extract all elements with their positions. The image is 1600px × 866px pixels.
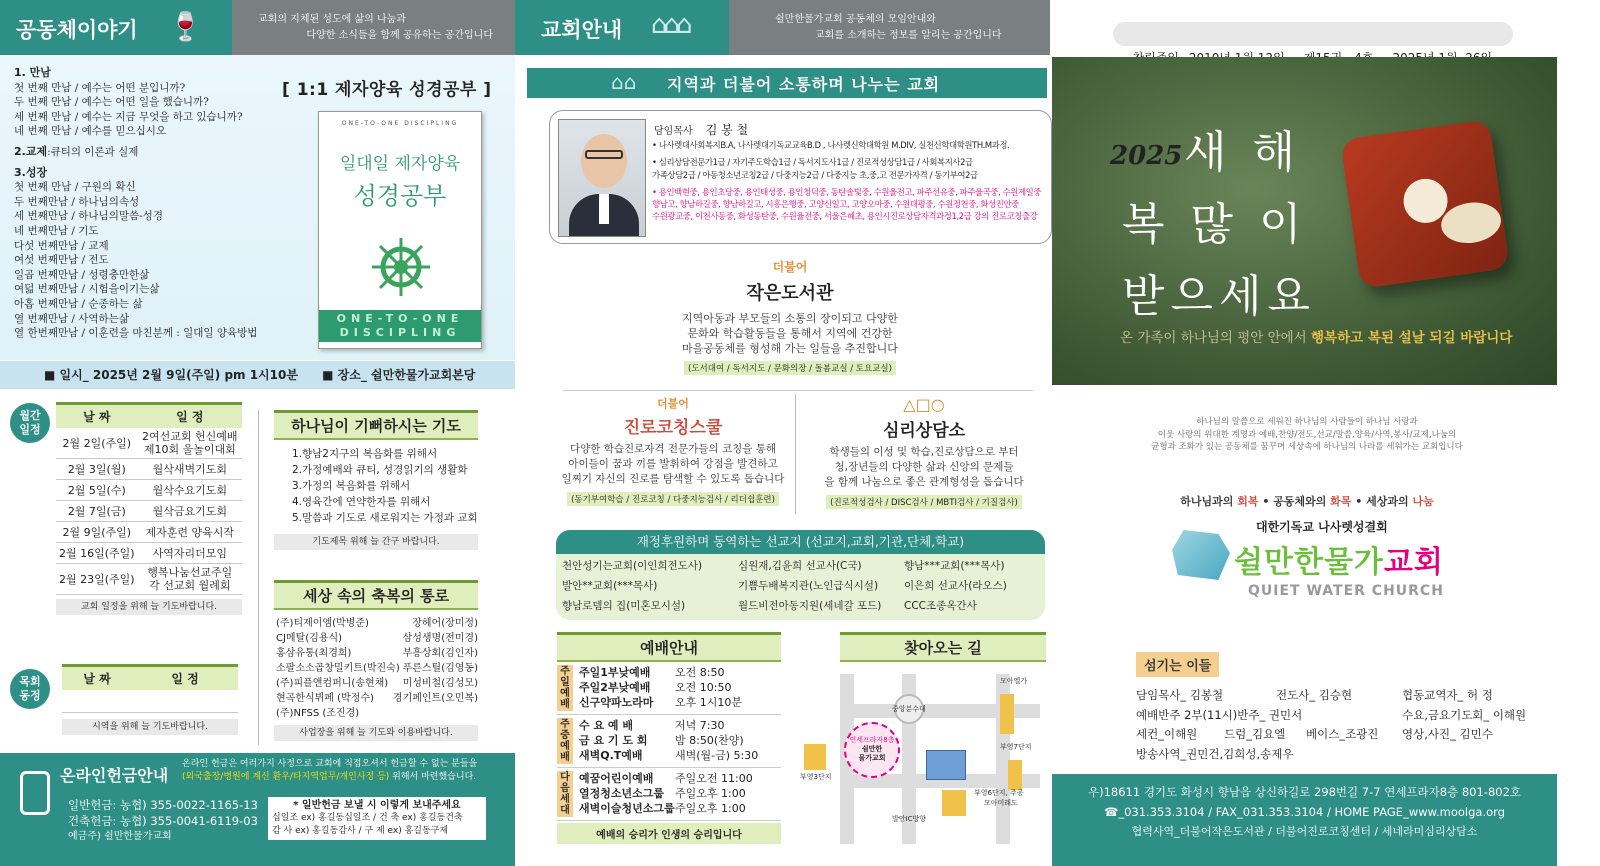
- counseling-section: [800, 395, 1048, 509]
- s3-line: 여덟 번째만남 / 시험을이기는삶: [14, 283, 160, 296]
- library-desc: 마을공동체를 형성해 가는 일들을 추진합니다: [682, 342, 898, 355]
- business-item: 장헤어(장미정): [412, 618, 478, 629]
- business-row: [276, 706, 478, 721]
- worship-row: [579, 801, 781, 816]
- worship-group-tag: 주일예배: [557, 665, 573, 711]
- book-title-2: 성경공부: [353, 182, 447, 210]
- business-item: 경기페인트(오민복): [392, 693, 478, 704]
- s3-line: 아홉 번째만남 / 순종하는 삶: [14, 297, 143, 310]
- p1-desc-line-1: 교회의 지체된 성도에 삶의 나눔과: [258, 14, 406, 25]
- schedule-row: [56, 480, 242, 501]
- worship-group: [557, 715, 781, 768]
- business-item: 부흥상회(김인자): [402, 648, 478, 659]
- study-info-bar: [0, 361, 515, 389]
- business-row: [276, 691, 478, 706]
- how-to-send: [268, 797, 486, 840]
- cover: [1052, 57, 1557, 385]
- coaching-desc: 아이들이 꿈과 끼를 발휘하여 강점을 발견하고: [568, 458, 778, 470]
- how-line-1: 십일조 ex) 홍길동십일조 / 건 축 ex) 홍길동건축: [272, 813, 463, 823]
- book-top-text: ONE-TO-ONE DISCIPLING: [341, 120, 459, 127]
- map-label-balan: 발안IC방향: [892, 815, 927, 823]
- study-date: ■ 일시_ 2025년 2월 9일(주일) pm 1시10분: [44, 368, 298, 382]
- worship-name: 금 요 기 도 회: [579, 734, 648, 747]
- staff-item: 영상,사진_ 김민수: [1402, 727, 1493, 741]
- mission-item: 월드비전아동지원(세네갈 포드): [738, 600, 882, 612]
- slogan-part: • 공동체와의: [1258, 495, 1331, 508]
- business-item: (주)NFSS (조진경): [276, 708, 360, 719]
- worship-name: 주일1부낮예배: [579, 666, 651, 679]
- monthly-tag-label: 월간일정: [19, 409, 41, 436]
- pastor-photo: [558, 119, 646, 237]
- p2-header-desc: [729, 0, 1050, 55]
- pastor-lecture: • 용인백현중, 용인초당중, 용인태성중, 용인청덕중, 동탄솔빛중, 수원율전고, 파주선유중, 파주율곡중, 수원제일중: [652, 186, 1042, 197]
- h-divider: [563, 390, 1033, 391]
- staff-title: 섬기는 이들: [1136, 652, 1219, 677]
- ship-wheel-icon: [366, 232, 436, 302]
- prayer-title: 하나님이 기뻐하시는 기도: [274, 410, 478, 440]
- s1-line: 세 번째 만남 / 예수는 지금 무엇을 하고 있습니까?: [14, 110, 243, 123]
- schedule-row: [56, 522, 242, 543]
- staff-list: [1136, 686, 1556, 764]
- col-date: 날 짜: [62, 666, 132, 691]
- coaching-desc: 다양한 학습진로자격 전문가들의 코칭을 통해: [569, 443, 777, 455]
- worship-footer: 예배의 승리가 인생의 승리입니다: [557, 823, 781, 844]
- worship-time: 밤 8:50(찬양): [675, 734, 744, 747]
- pastor-lecture: 향남고, 향남하길중, 향남하길고, 시흥은행중, 고양신일고, 고양오마중, 수원대평중, 수원정천중, 화성진안중: [652, 199, 1019, 210]
- counseling-desc: 학생들의 이성 및 학습,진로상담으로 부터: [829, 446, 1019, 458]
- schedule-event: 월삭금요기도회: [138, 501, 242, 522]
- map-label-church-1: 연세프라자8층: [849, 736, 895, 744]
- schedule-event: 월삭수요기도회: [138, 480, 242, 501]
- account-building: 건축헌금: 농협) 355-0041-6119-03: [68, 813, 258, 828]
- worship-row: [579, 733, 781, 748]
- how-title: * 일반헌금 보낼 시 이렇게 보내주세요: [293, 800, 461, 811]
- coaching-desc: 일찌기 자신의 진로를 탐색할 수 있도록 돕습니다: [561, 473, 785, 485]
- vision-line: 균형과 조화가 있는 공동체를 꿈꾸며 세상속에 하나님의 나라를 세워가는 교회입니다: [1151, 442, 1463, 452]
- counseling-tags: (진로적성검사 / DISC검사 / MBTI검사 / 기질검사): [826, 495, 1022, 509]
- prayer-note: 기도제목 위해 늘 간구 바랍니다.: [274, 534, 478, 550]
- library-tags: (도서대여 / 독서지도 / 문화의장 / 돌봄교실 / 토요교실): [684, 361, 896, 375]
- worship-group-tag: 주중예배: [557, 718, 573, 764]
- worship-name: 예꿈어린이예배: [579, 772, 654, 785]
- staff-item: 드럼_김요엘: [1224, 727, 1286, 741]
- pastoral-table: [62, 664, 238, 735]
- business-row: [276, 661, 478, 676]
- vision-line: 이웃 사랑의 위대한 계명과 예배,찬양/전도,선교/말씀,양육/사역,봉사/교제,나눔의: [1157, 429, 1457, 440]
- s3-line: 첫 번째 만남 / 구원의 확신: [14, 181, 136, 194]
- vision-text: [1100, 416, 1514, 454]
- s2-line: :큐티의 이론과 실제: [47, 145, 139, 158]
- prayer-item: 2.가정예배와 큐티, 성경읽기의 생활화: [292, 464, 468, 476]
- business-item: (주)티제이엠(박병준): [276, 618, 369, 629]
- church-marker: [844, 722, 900, 778]
- p1-header-desc: [232, 0, 515, 55]
- mission-item: 심원재,김윤희 선교사(C국): [738, 560, 862, 572]
- prayer-item: 1.향남2지구의 복음화를 위해서: [292, 448, 438, 460]
- address-bar: [1052, 774, 1557, 866]
- pastoral-tag-label: 목회동정: [19, 675, 41, 702]
- schedule-date: 2월 3일(월): [56, 459, 138, 480]
- staff-item: 베이스_조광진: [1306, 727, 1379, 741]
- business-item: (주)피플앤컴퍼니(송현채): [276, 678, 389, 689]
- schedule-note: 교회 일정을 위해 늘 기도바랍니다.: [56, 599, 242, 615]
- cover-line-2: 복 많 이: [1122, 199, 1308, 250]
- staff-item: 세컨_이해원: [1136, 727, 1198, 741]
- s3-line: 두 번째만남 / 하나님의속성: [14, 195, 140, 208]
- map-label-buyoung3: 부영3단지: [800, 773, 832, 781]
- worship-group: [557, 768, 781, 821]
- schedule-event: 행복나눔선교주일 각 선교회 월례회: [138, 564, 242, 595]
- schedule-date: 2월 9일(주일): [56, 522, 138, 543]
- study-place: ■ 장소_ 쉴만한물가교회본당: [322, 368, 476, 382]
- map-label-moya: 모아엘가: [1000, 677, 1028, 685]
- map-label-center: 중앙분수대: [892, 705, 926, 713]
- mission-box: [556, 530, 1045, 620]
- hand-touch-icon: [20, 771, 50, 815]
- coaching-section: [556, 395, 790, 506]
- business-row: [276, 616, 478, 631]
- cover-sub-b: 행복하고 복된 설날 되길 바랍니다: [1311, 330, 1513, 346]
- worship-name: 신구약파노라마: [579, 696, 654, 709]
- schedule-date: 2월 2일(주일): [56, 428, 138, 459]
- building-icon: [1008, 760, 1022, 790]
- counseling-desc: 청,장년들의 다양한 삶과 신앙의 문제들: [834, 461, 1014, 473]
- worship-name: 새벽Q.T예배: [579, 749, 643, 762]
- pastor-cert: 가족상담2급 / 아동청소년코칭2급 / 다중지능2급 / 다중지능 초,중,고 전문가자격 / 동기부여2급: [652, 169, 978, 180]
- p2-banner: [527, 68, 1047, 98]
- mission-item: 기쁨두배복지관(노인급식시설): [738, 580, 879, 592]
- online-desc-3: 위해서 마련했습니다.: [392, 772, 477, 782]
- mission-item: 이은희 선교사(라오스): [904, 580, 1007, 592]
- counseling-title: 심리상담소: [882, 421, 966, 441]
- staff-item: 예배반주 2부(11시)반주_ 권민서: [1136, 707, 1303, 722]
- church-name-b: 교회: [1383, 545, 1444, 580]
- business-item: 현곡한식뷔페 (박정수): [276, 693, 374, 704]
- schedule-event: 사역자리더모임: [138, 543, 242, 564]
- worship-name: 주일2부낮예배: [579, 681, 651, 694]
- counseling-shapes-icon: △□○: [903, 395, 945, 414]
- account-holder: 예금주) 쉴만한물가교회: [68, 831, 172, 842]
- map-label-church-3: 물가교회: [858, 754, 886, 762]
- pastor-lecture: 수원광교중, 이천사동중, 화성동탄중, 수원율전중, 서울은혜초, 용인시진로상담자격과정1,2급 강의 진로코칭출강: [652, 211, 1038, 222]
- gift-bundle-icon: [1340, 119, 1509, 288]
- prayer-item: 3.가정의 복음화를 위해서: [292, 480, 411, 492]
- s1-line: 네 번째 만남 / 예수를 믿으십시오: [14, 125, 167, 138]
- online-desc-2: (외국출장/병원에 계신 환우/타지역업무/개인사정 등): [182, 772, 390, 782]
- library-desc: 지역아동과 부모들의 소통의 장이되고 다양한: [682, 312, 898, 325]
- worship-time: 오전 10:50: [675, 681, 732, 694]
- pastor-cert: • 심리상담전문가1급 / 자기주도학습1급 / 독서지도사1급 / 진로적성상담1급 / 사회복지사2급: [652, 157, 973, 168]
- cover-line-1: 새 해: [1184, 127, 1301, 178]
- worship-group: [557, 662, 781, 715]
- p1-desc-line-2: 다양한 소식들을 함께 공유하는 공간입니다: [306, 30, 493, 41]
- divider: [258, 410, 259, 745]
- slogan-part: 나눔: [1412, 495, 1434, 508]
- church-logo-icon: [1172, 530, 1230, 580]
- worship-time: 새벽(월-금) 5:30: [675, 749, 759, 762]
- worship-name: 수 요 예 배: [579, 719, 633, 732]
- schedule-event: 2여선교회 헌신예배 제10회 울놀이대회: [138, 428, 242, 459]
- cover-line-3: 받으세요: [1122, 271, 1317, 322]
- s3-line: 네 번째만남 / 기도: [14, 224, 99, 237]
- building-icon: [804, 744, 826, 770]
- account-general: 일반헌금: 농협) 355-0022-1165-13: [68, 798, 258, 812]
- s3-line: 여섯 번째만남 / 전도: [14, 254, 109, 267]
- p2-header-title: 교회안내: [541, 18, 623, 42]
- building-icon: [1000, 694, 1014, 734]
- worship-time: 오후 1시10분: [675, 696, 742, 709]
- schedule-table: [56, 402, 242, 615]
- v-divider: [795, 394, 796, 514]
- study-outline: [14, 66, 284, 341]
- staff-item: 협동교역자_ 허 정: [1402, 688, 1493, 702]
- chalice-icon: 🍷: [168, 10, 203, 43]
- schedule-row: [56, 428, 242, 459]
- map-title: 찾아오는 길: [840, 632, 1046, 662]
- map-label-church-2: 쉴만한: [861, 745, 883, 753]
- slogan-part: • 세상과의: [1351, 495, 1413, 508]
- slogan-part: 화목: [1330, 495, 1352, 508]
- blessing-title: 세상 속의 축복의 통로: [274, 580, 478, 610]
- mission-item: CCC조종옥간사: [904, 600, 977, 612]
- worship-time: 주일오후 1:00: [675, 802, 746, 815]
- business-item: 미성비철(김성모): [402, 678, 478, 689]
- schedule-event: 제자훈련 양육시작: [138, 522, 242, 543]
- schedule-row: [56, 501, 242, 522]
- mission-item: 향남***교회(***목사): [904, 560, 1005, 572]
- church-name-a: 쉴만한물가: [1234, 545, 1384, 580]
- mission-title: 재정후원하며 동역하는 선교지 (선교지,교회,기관,단체,학교): [556, 530, 1045, 554]
- pastor-role: 담임목사: [654, 126, 693, 137]
- houses-icon: ⌂⌂⌂: [651, 10, 689, 40]
- study-title: [ 1:1 제자양육 성경공부 ]: [282, 80, 492, 100]
- map-label-buyoung6: 부영6단지, 주공: [974, 789, 1024, 797]
- online-title: 온라인헌금안내: [60, 766, 169, 785]
- col-event: 일 정: [132, 666, 238, 691]
- s3-line: 세 번째만남 / 하나님의말씀-성경: [14, 210, 163, 223]
- business-item: 푸른스틸(김영동): [402, 663, 478, 674]
- schedule-date: 2월 5일(수): [56, 480, 138, 501]
- top-info-pill: [1113, 22, 1513, 46]
- schedule-date: 2월 23일(주일): [56, 564, 138, 595]
- mission-item: 천안성기는교회(이인희전도사): [562, 560, 703, 572]
- worship-row: [579, 680, 781, 695]
- cover-sub-a: 온 가족이 하나님의 평안 안에서: [1120, 330, 1311, 346]
- s1-line: 두 번째 만남 / 예수는 어떤 일을 했습니까?: [14, 96, 209, 109]
- worship-name: 열정청소년소그룹: [579, 787, 665, 800]
- prayer-box: [274, 410, 478, 550]
- schedule-date: 2월 7일(금): [56, 501, 138, 522]
- worship-row: [579, 695, 781, 710]
- p2-header-left: [515, 0, 729, 55]
- library-logo: 더불어: [772, 260, 808, 274]
- coaching-title: 진로코칭스쿨: [623, 418, 723, 438]
- worship-time: 오전 8:50: [675, 666, 725, 679]
- worship-row: [579, 771, 781, 786]
- worship-row: [579, 718, 781, 733]
- pastoral-note: 시역을 위해 늘 기도바랍니다.: [62, 719, 238, 735]
- library-section: [660, 258, 920, 375]
- denomination: 대한기독교 나사렛성결회: [1256, 520, 1388, 534]
- worship-row: [579, 786, 781, 801]
- book-title-1: 일대일 제자양육: [339, 154, 461, 174]
- staff-item: 전도사_ 김승현: [1276, 688, 1353, 702]
- pastor-card: [549, 110, 1052, 244]
- church-name: [1234, 537, 1444, 581]
- prayer-item: 5.말씀과 기도로 새로워지는 가정과 교회: [292, 512, 478, 524]
- schedule-row: [56, 459, 242, 480]
- church-building-icon: [926, 750, 966, 780]
- address-3: 협력사역_더불어작은도서관 / 더불어진로코칭센터 / 세네라미심리상담소: [1131, 825, 1478, 838]
- library-desc: 문화와 학습활동들을 통해서 지역에 건강한: [687, 327, 893, 340]
- mission-item: 향남로뎀의 집(미혼모시설): [562, 600, 686, 612]
- staff-item: 수요,금요기도회_ 이해원: [1402, 707, 1527, 722]
- business-item: 홍삼유통(최경희): [276, 648, 352, 659]
- business-row: [276, 646, 478, 661]
- business-item: 삼성생명(전미경): [402, 633, 478, 644]
- schedule-row: [56, 564, 242, 595]
- s3-line: 열 번째만남 / 사역하는삶: [14, 312, 129, 325]
- slogan-part: 회복: [1237, 495, 1259, 508]
- staff-item: 담임목사_ 김봉철: [1136, 688, 1224, 702]
- schedule-event: 월삭새벽기도회: [138, 459, 242, 480]
- worship-row: [579, 665, 781, 680]
- online-offering: [0, 753, 515, 866]
- section-2-head: 2.교제: [14, 144, 48, 158]
- worship-group-tag: 다음세대: [557, 771, 573, 817]
- worship-title: 예배안내: [557, 632, 781, 662]
- building-icon: [942, 790, 966, 816]
- how-line-2: 감 사 ex) 홍길동감사 / 구 제 ex) 홍길동구제: [272, 826, 449, 836]
- worship-time: 주일오전 11:00: [675, 772, 753, 785]
- worship-time: 주일오후 1:00: [675, 787, 746, 800]
- slogan-part: 하나님과의: [1180, 495, 1238, 508]
- staff-item: 방송사역_권민건,김희성,송제우: [1136, 746, 1294, 761]
- mission-item: 발안**교회(***목사): [562, 580, 658, 592]
- business-row: [276, 631, 478, 646]
- online-desc-1: 온라인 헌금은 여러가지 사정으로 교회에 직접오셔서 헌금할 수 없는 분들을: [182, 759, 478, 769]
- section-3-head: 3.성장: [14, 165, 48, 179]
- map-label-buyoung7: 부영7단지: [1000, 743, 1032, 751]
- banner-houses-icon: ⌂⌂: [611, 70, 637, 94]
- map-drawing: [800, 664, 1048, 854]
- section-1-head: 1. 만남: [14, 66, 51, 79]
- col-event: 일 정: [138, 404, 242, 429]
- pastor-name: 김 봉 철: [705, 123, 749, 137]
- p1-header-left: [0, 0, 232, 55]
- vision-line: 하나님의 말씀으로 세워진 하나님의 사람들이 하나님 사랑과: [1196, 417, 1418, 427]
- schedule-date: 2월 16일(주일): [56, 543, 138, 564]
- prayer-item: 4.영육간에 연약한자를 위해서: [292, 496, 431, 508]
- map-box: [840, 632, 1046, 662]
- counseling-desc: 을 함께 나눔으로 좋은 관계형성을 돕습니다: [824, 476, 1024, 488]
- library-title: 작은도서관: [746, 283, 834, 304]
- s3-line: 다섯 번째만남 / 교제: [14, 239, 109, 252]
- coaching-logo: 더불어: [657, 397, 689, 410]
- pastor-edu: • 나사렛대사회복지B.A, 나사렛대기독교교육B.D , 나사렛신학대학원 M.DIV, 실천신학대학원TH.M과정.: [652, 140, 1010, 150]
- book-band-text: ONE-TO-ONE DISCIPLING: [336, 312, 464, 339]
- s3-line: 일곱 번째만남 / 성령충만한삶: [14, 268, 150, 281]
- cover-year: 2025: [1110, 141, 1183, 171]
- col-date: 날 짜: [56, 404, 138, 429]
- p1-header-title: 공동체이야기: [16, 18, 138, 42]
- worship-box: [557, 632, 781, 844]
- worship-name: 새벽이슬청년소그룹: [579, 802, 675, 815]
- schedule-row: [56, 543, 242, 564]
- worship-time: 저녁 7:30: [675, 719, 725, 732]
- monthly-tag: [10, 403, 50, 443]
- s3-line: 열 한번째만남 / 이훈련을 마친분께 : 일대일 양육방법: [14, 327, 258, 340]
- pastoral-tag: [10, 669, 50, 709]
- worship-row: [579, 748, 781, 763]
- slogan: [1100, 493, 1514, 509]
- banner-text: 지역과 더불어 소통하며 나누는 교회: [667, 75, 941, 94]
- business-item: CJ메탈(김용식): [276, 633, 343, 644]
- church-en: QUIET WATER CHURCH: [1248, 583, 1444, 599]
- business-item: 소팔소소곱창밀키트(박진숙): [276, 663, 400, 674]
- address-1: 우)18611 경기도 화성시 향남읍 상신하길로 298번길 7-7 연세프라자8층 801-802호: [1087, 785, 1522, 799]
- address-2: ☎_031.353.3104 / FAX_031.353.3104 / HOME PAGE_www.moolga.org: [1104, 805, 1505, 819]
- blessing-box: [274, 580, 478, 741]
- business-row: [276, 676, 478, 691]
- coaching-tags: (동기부여학습 / 진로코칭 / 다중지능검사 / 리더쉽훈련): [567, 492, 779, 506]
- map-label-moya2: 모아미래도: [984, 799, 1018, 807]
- p2-desc-line-1: 쉴만한물가교회 공동체의 모임안내와: [775, 14, 936, 25]
- s1-line: 첫 번째 만남 / 예수는 어떤 분입니까?: [14, 81, 186, 94]
- book-cover: [318, 111, 482, 349]
- business-note: 사업장을 위해 늘 기도와 이용바랍니다.: [274, 725, 478, 741]
- p2-desc-line-2: 교회를 소개하는 정보를 알리는 공간입니다: [815, 30, 1002, 41]
